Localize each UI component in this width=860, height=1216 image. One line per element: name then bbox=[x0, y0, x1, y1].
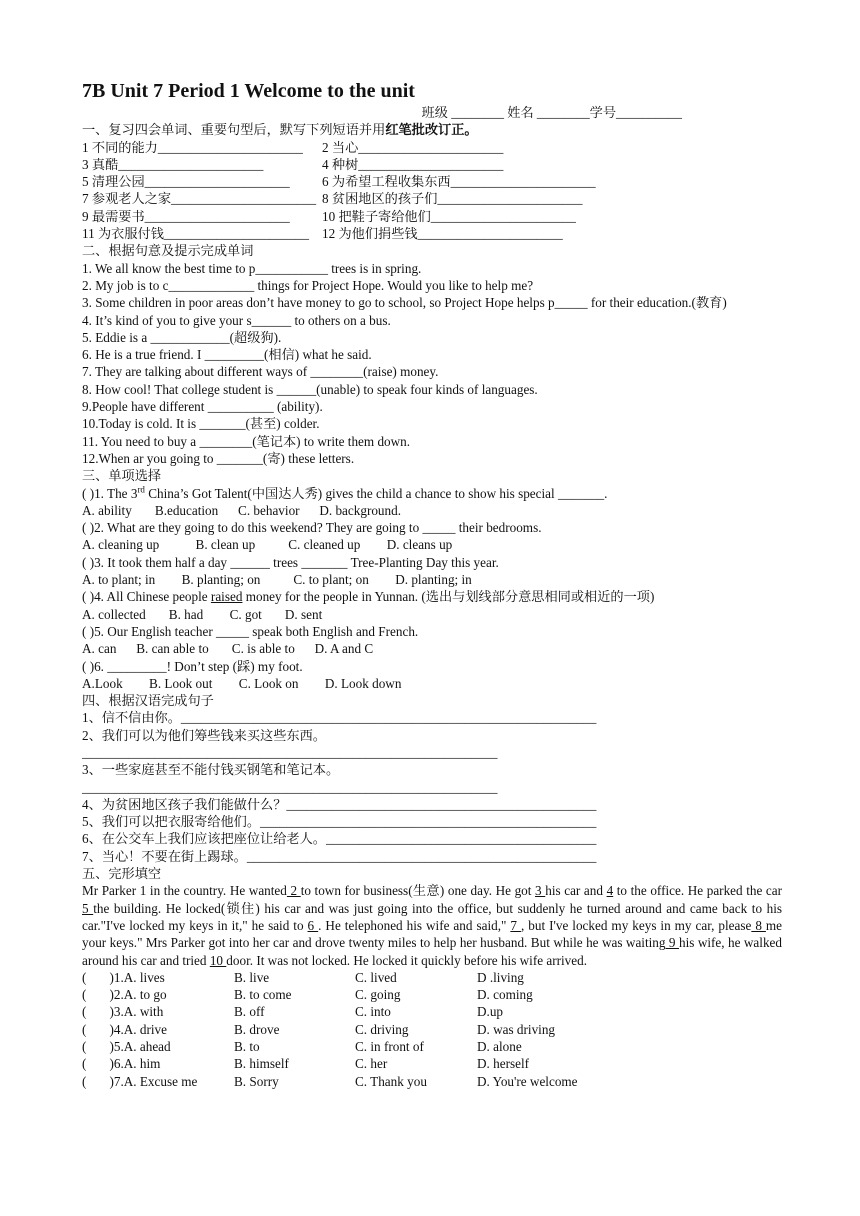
cloze-option: B. live bbox=[234, 969, 270, 985]
fill-in-item: 1. We all know the best time to p___________ trees is in spring. bbox=[82, 260, 422, 276]
cloze-option: ( )1.A. lives bbox=[82, 969, 165, 985]
phrase-item: 3 真酷______________________ bbox=[82, 156, 264, 172]
passage-text: the building. He locked(锁住) his car and was just going into the office, but suddenly he turned around and came back to his car."I've locked my keys in it," he said to bbox=[82, 900, 783, 933]
section2-item-list bbox=[82, 260, 782, 468]
cloze-option: C. into bbox=[355, 1004, 391, 1020]
mc-q4-underlined-word: raised bbox=[210, 589, 243, 605]
blank-number: 9 bbox=[665, 935, 679, 951]
phrase-row bbox=[82, 225, 782, 242]
fill-in-item: 10.Today is cold. It is _______(甚至) colder. bbox=[82, 416, 320, 432]
fill-in-item: 7. They are talking about different ways of ________(raise) money. bbox=[82, 364, 439, 380]
phrase-item: 8 贫困地区的孩子们______________________ bbox=[322, 191, 583, 207]
mc-q4-end: money for the people in Yunnan. (选出与划线部分意思相同或相近的一项) bbox=[242, 589, 655, 605]
mc-options-3: A. to plant; in B. planting; on C. to plant; on D. planting; in bbox=[82, 572, 472, 588]
blank-number: 10 bbox=[209, 952, 227, 968]
cloze-option: B. off bbox=[234, 1004, 265, 1020]
section3-heading: 三、单项选择 bbox=[82, 468, 162, 484]
cloze-option: B. Sorry bbox=[234, 1073, 279, 1089]
fill-in-item: 8. How cool! That college student is ______(unable) to speak four kinds of languages. bbox=[82, 381, 538, 397]
section5-heading: 五、完形填空 bbox=[82, 866, 162, 882]
section1-heading-text: 一、复习四会单词、重要句型后，默写下列短语并用 bbox=[82, 122, 386, 138]
cloze-option: ( )7.A. Excuse me bbox=[82, 1073, 198, 1089]
phrase-item: 9 最需要书______________________ bbox=[82, 208, 290, 224]
phrase-item: 11 为衣服付钱______________________ bbox=[82, 226, 309, 242]
mc-q1-sup: rd bbox=[137, 484, 145, 495]
cloze-option: ( )3.A. with bbox=[82, 1004, 164, 1020]
cloze-option: D .living bbox=[477, 969, 524, 985]
blank-number: 6 bbox=[307, 917, 319, 933]
section1-phrase-list bbox=[82, 139, 782, 243]
blank-number: 5 bbox=[82, 900, 94, 916]
phrase-item: 10 把鞋子寄给他们______________________ bbox=[322, 208, 576, 224]
fill-in-item: 2. My job is to c_____________ things for Project Hope. Would you like to help me? bbox=[82, 277, 534, 293]
passage-text: his car and bbox=[545, 883, 607, 899]
cloze-option: ( )5.A. ahead bbox=[82, 1039, 171, 1055]
cloze-option-row bbox=[82, 1038, 782, 1055]
translation-item: 2、我们可以为他们筹些钱来买这些东西。 bbox=[82, 727, 326, 743]
passage-text: his wife, he walked around his car and tried bbox=[82, 935, 782, 968]
mc-question-1 bbox=[82, 485, 782, 502]
cloze-options-list bbox=[82, 969, 782, 1090]
cloze-option: ( )2.A. to go bbox=[82, 987, 167, 1003]
translation-item: 5、我们可以把衣服寄给他们。___________________________________________________ bbox=[82, 814, 597, 830]
phrase-item: 6 为希望工程收集东西______________________ bbox=[322, 174, 596, 190]
translation-item: _______________________________________________________________ bbox=[82, 779, 498, 795]
section1-heading-bold: 红笔批改订正。 bbox=[385, 122, 478, 138]
cloze-option-row bbox=[82, 1021, 782, 1038]
fill-in-item: 11. You need to buy a ________(笔记本) to write them down. bbox=[82, 433, 411, 449]
fill-in-item: 3. Some children in poor areas don’t have money to go to school, so Project Hope helps p_____ for their education.(教育) bbox=[82, 295, 727, 311]
cloze-option: D. You're welcome bbox=[477, 1073, 578, 1089]
phrase-row bbox=[82, 173, 782, 190]
section4-heading: 四、根据汉语完成句子 bbox=[82, 693, 214, 709]
mc-question-4 bbox=[82, 588, 782, 605]
blank-number: 4 bbox=[606, 883, 614, 899]
mc-options-5: A. can B. can able to C. is able to D. A and C bbox=[82, 641, 374, 657]
cloze-option: C. in front of bbox=[355, 1039, 424, 1055]
section2-heading: 二、根据句意及提示完成单词 bbox=[82, 243, 254, 259]
passage-text: Mr Parker 1 in the country. He wanted bbox=[82, 883, 287, 899]
passage-text: me your keys." Mrs Parker got into her car and drove twenty miles to help her husband. But while he was waiting bbox=[82, 917, 783, 951]
cloze-option: B. himself bbox=[234, 1056, 289, 1072]
passage-text: to town for business(生意) one day. He got bbox=[300, 883, 536, 899]
cloze-option: D.up bbox=[477, 1004, 504, 1020]
cloze-option: ( )6.A. him bbox=[82, 1056, 161, 1072]
mc-options-1: A. ability B.education C. behavior D. background. bbox=[82, 502, 402, 518]
phrase-item: 4 种树______________________ bbox=[322, 156, 504, 172]
phrase-item: 1 不同的能力______________________ bbox=[82, 139, 303, 155]
passage-text: . He telephoned his wife and said," bbox=[318, 917, 511, 933]
cloze-option: C. going bbox=[355, 987, 401, 1003]
passage-text: door. It was not locked. He locked it quickly before his wife arrived. bbox=[226, 952, 588, 968]
fill-in-item: 5. Eddie is a ____________(超级狗). bbox=[82, 329, 282, 345]
blank-number: 2 bbox=[286, 883, 301, 899]
translation-item: 4、为贫困地区孩子我们能做什么？_______________________________________________ bbox=[82, 796, 597, 812]
student-info-line: 班级 ________ 姓名 ________学号__________ bbox=[421, 105, 682, 120]
phrase-row bbox=[82, 208, 782, 225]
cloze-option: ( )4.A. drive bbox=[82, 1021, 167, 1037]
cloze-option: B. to come bbox=[234, 987, 292, 1003]
mc-options-4: A. collected B. had C. got D. sent bbox=[82, 606, 323, 622]
mc-question-6: ( )6. _________! Don’t step (踩) my foot. bbox=[82, 658, 303, 674]
mc-options-2: A. cleaning up B. clean up C. cleaned up D. cleans up bbox=[82, 537, 453, 553]
cloze-option-row bbox=[82, 1003, 782, 1020]
mc-question-5: ( )5. Our English teacher _____ speak both English and French. bbox=[82, 623, 419, 639]
cloze-option: D. alone bbox=[477, 1039, 522, 1055]
cloze-option: B. to bbox=[234, 1039, 260, 1055]
phrase-item: 7 参观老人之家______________________ bbox=[82, 191, 317, 207]
cloze-option-row bbox=[82, 986, 782, 1003]
phrase-item: 2 当心______________________ bbox=[322, 139, 504, 155]
cloze-option: C. driving bbox=[355, 1021, 409, 1037]
mc-q4-start: ( )4. All Chinese people bbox=[82, 589, 211, 605]
translation-item: 6、在公交车上我们应该把座位让给老人。_________________________________________ bbox=[82, 831, 597, 847]
phrase-item: 5 清理公园______________________ bbox=[82, 174, 290, 190]
cloze-option: C. lived bbox=[355, 969, 397, 985]
mc-q1-start: ( )1. The 3 bbox=[82, 485, 138, 501]
mc-q1-end: China’s Got Talent(中国达人秀) gives the child a chance to show his special _______. bbox=[144, 485, 608, 501]
passage-text: to the office. He parked the car bbox=[613, 883, 783, 899]
fill-in-item: 6. He is a true friend. I _________(相信) what he said. bbox=[82, 347, 372, 363]
mc-question-2: ( )2. What are they going to do this weekend? They are going to _____ their bedrooms. bbox=[82, 520, 542, 536]
fill-in-item: 9.People have different __________ (ability). bbox=[82, 399, 323, 415]
blank-number: 7 bbox=[510, 917, 521, 933]
phrase-row bbox=[82, 139, 782, 156]
cloze-option: B. drove bbox=[234, 1021, 280, 1037]
blank-number: 3 bbox=[535, 883, 546, 899]
page-title: 7B Unit 7 Period 1 Welcome to the unit bbox=[82, 80, 415, 102]
fill-in-item: 4. It’s kind of you to give your s______ to others on a bus. bbox=[82, 312, 391, 328]
cloze-option: D. was driving bbox=[477, 1021, 556, 1037]
translation-item: 7、当心！不要在街上踢球。_____________________________________________________ bbox=[82, 848, 597, 864]
translation-item: 3、一些家庭甚至不能付钱买钢笔和笔记本。 bbox=[82, 762, 340, 778]
section1-heading bbox=[82, 121, 782, 138]
cloze-option-row bbox=[82, 969, 782, 986]
worksheet bbox=[82, 78, 782, 1090]
cloze-option: D. herself bbox=[477, 1056, 529, 1072]
phrase-item: 12 为他们捐些钱______________________ bbox=[322, 226, 563, 242]
cloze-passage bbox=[82, 882, 782, 968]
phrase-row bbox=[82, 156, 782, 173]
phrase-row bbox=[82, 190, 782, 207]
section4-item-list bbox=[82, 709, 782, 865]
cloze-option: D. coming bbox=[477, 987, 533, 1003]
blank-number: 8 bbox=[751, 917, 766, 933]
cloze-option-row bbox=[82, 1055, 782, 1072]
passage-text: , but I've locked my keys in my car, please bbox=[520, 917, 752, 933]
mc-question-3: ( )3. It took them half a day ______ trees _______ Tree-Planting Day this year. bbox=[82, 554, 499, 570]
translation-item: _______________________________________________________________ bbox=[82, 744, 498, 760]
cloze-option-row bbox=[82, 1073, 782, 1090]
fill-in-item: 12.When ar you going to _______(寄) these letters. bbox=[82, 450, 355, 466]
cloze-option: C. Thank you bbox=[355, 1073, 427, 1089]
cloze-option: C. her bbox=[355, 1056, 388, 1072]
mc-options-6: A.Look B. Look out C. Look on D. Look down bbox=[82, 675, 402, 691]
translation-item: 1、信不信由你。_______________________________________________________________ bbox=[82, 710, 597, 726]
